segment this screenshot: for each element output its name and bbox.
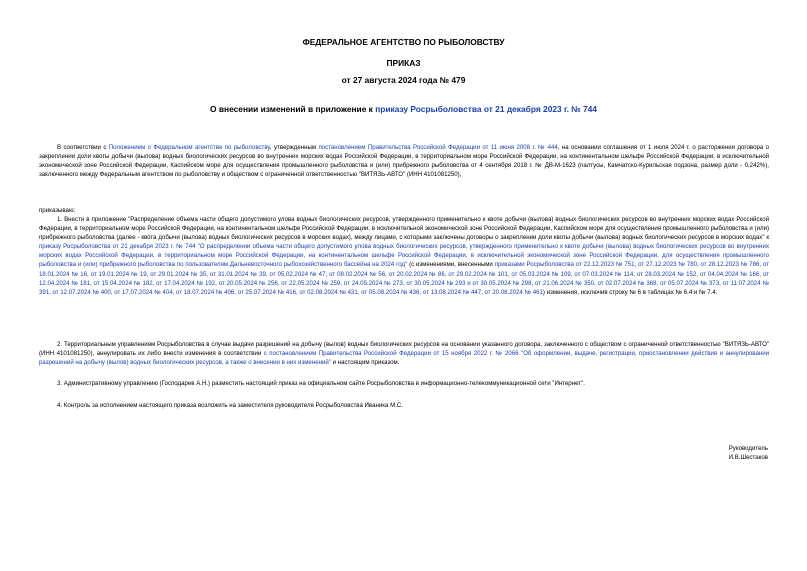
document-date-number: от 27 августа 2024 года № 479 <box>341 75 466 85</box>
preamble-text-c: , на основании соглашения от 1 июля 2024 г. о расторжении договора о закреплении доли квоты добычи (вылова) водных биологических ресурсов во внутренних морских водах Российской Федерации, в территориальном море Российской Федерации, на континентальном шельфе Российской Федерации, в исключительной экономической зоне Российской Федерации, Каспийском море для осуществления промышленного рыболовства и (или) прибрежного рыболовства от 4 сентября 2018 г. № ДВ-М-1623 (палтусы, Камчатско-Курильская подзона, размер доли - 0,242%), заключенного между Федеральным агентством по рыболовству и обществом с ограниченной ответственностью "ВИТЯЗЬ-АВТО" (ИНН 4101081250), <box>39 144 770 179</box>
subject-text: О внесении изменений в приложение к <box>210 104 376 114</box>
government-decree-link[interactable]: постановлением Правительства Российской Федерации от 11 июня 2008 г. № 444 <box>318 144 558 151</box>
clause-2-text-a: 2. Территориальным управлениям Росрыболовства в случае выдачи разрешений на добычу (вылов) водных биологических ресурсов на основании указанного договора, заключенного с обществом с ограниченной ответственностью "ВИТЯЗЬ-АВТО" (ИНН 4101081250), аннулировать их либо внести изменения в соответствии <box>39 341 769 358</box>
clause-1 <box>39 215 769 297</box>
agency-title: ФЕДЕРАЛЬНОЕ АГЕНТСТВО ПО РЫБОЛОВСТВУ <box>302 37 505 47</box>
regulation-link[interactable]: Положением о Федеральном агентстве по рыболовству <box>108 144 270 151</box>
preamble-text-a: В соответствии с <box>57 144 109 151</box>
decree-2066-link[interactable]: с постановлением Правительства Российской Федерации от 15 ноября 2022 г. № 2066 "Об оформлении, выдаче, регистрации, приостановлении действия и аннулировании разрешений на добычу (вылов) водных биологических ресурсов, а также о внесении в них изменений" <box>39 350 770 367</box>
subject-link[interactable]: приказу Росрыболовства от 21 декабря 2023 г. № 744 <box>375 104 597 114</box>
preamble-text-b: , утвержденным <box>269 144 319 151</box>
clause-1-text-c: ) изменения, исключив строку № 6 в таблицах № 6.4 и № 7.4. <box>542 288 718 296</box>
clause-3: 3. Административному управлению (Господарев А.Н.) разместить настоящий приказ на официальном сайте Росрыболовства в информационно-телекоммуникационной сети "Интернет". <box>57 380 585 387</box>
clause-2-text-b: и настоящим приказом. <box>330 359 400 367</box>
order-word: приказываю: <box>39 207 76 214</box>
clause-1-text-a: 1. Внести в приложение "Распределение объема части общего допустимого улова водных биологических ресурсов, утвержденного применительно к квоте добычи (вылова) водных биологических ресурсов во внутренних морских водах Российской Федерации, в территориальном море Российской Федерации, на континентальном шельфе Российской Федерации, в исключительной экономической зоне Российской Федерации, Каспийском море для осуществления промышленного рыболовства и (или) прибрежного рыболовства (далее - квота добычи (вылова) водных биологических ресурсов в морских водах), между лицами, с которыми заключены договоры о закреплении доли квоты добычи (вылова) водных биологических ресурсов в морских водах" к <box>39 216 769 242</box>
amending-orders-link[interactable]: приказами Росрыболовства от 22.12.2023 № 751, от 27.12.2023 № 780, от 28.12.2023 № 786, от 18.01.2024 № 16, от 19.01.2024 № 19, от 29.01.2024 № 35, от 31.01.2024 № 39, от 05.02.2024 № 47, от 08.02.2024 № 56, от 20.02.2024 № 86, от 29.02.2024 № 101, от 05.03.2024 № 109, от 07.03.2024 № 114, от 28.03.2024 № 152, от 04.04.2024 № 166, от 12.04.2024 № 181, от 15.04.2024 № 182, от 17.04.2024 № 192, от 20.05.2024 № 256, от 22.05.2024 № 259, от 24.05.2024 № 273, от 30.05.2024 № 293 и от 30.05.2024 № 298, от 21.06.2024 № 350, от 02.07.2024 № 368, от 05.07.2024 № 373, от 11.07.2024 № 391, от 12.07.2024 № 400, от 17.07.2024 № 404, от 18.07.2024 № 406, от 25.07.2024 № 416, от 02.08.2024 № 431, от 05.08.2024 № 436, от 13.08.2024 № 447, от 20.08.2024 № 461 <box>39 261 770 296</box>
preamble-paragraph <box>39 143 769 179</box>
signatory-name: И.В.Шестаков <box>728 454 768 461</box>
document-type: ПРИКАЗ <box>386 58 421 68</box>
signatory-title: Руководитель <box>728 445 768 452</box>
clause-4: 4. Контроль за исполнением настоящего приказа возложить на заместителя руководителя Росрыболовства Иваника М.С. <box>57 402 403 409</box>
order-744-link[interactable]: приказу Росрыболовства от 21 декабря 2023 г. № 744 "О распределении объема части общего допустимого улова водных биологических ресурсов, утвержденного применительно к квоте добычи (вылова) водных биологических ресурсов во внутренних морских водах Российской Федерации, в территориальном море Российской Федерации, на континентальном шельфе Российской Федерации, в исключительной экономической зоне Российской Федерации, для осуществления промышленного рыболовства и (или) прибрежного рыболовства по пользователям Дальневосточного рыбохозяйственного бассейна на 2024 год" <box>39 243 769 269</box>
clause-1-text-b: (с изменениями, внесенными <box>407 261 495 269</box>
clause-2 <box>39 340 769 367</box>
document-subject <box>0 104 807 114</box>
